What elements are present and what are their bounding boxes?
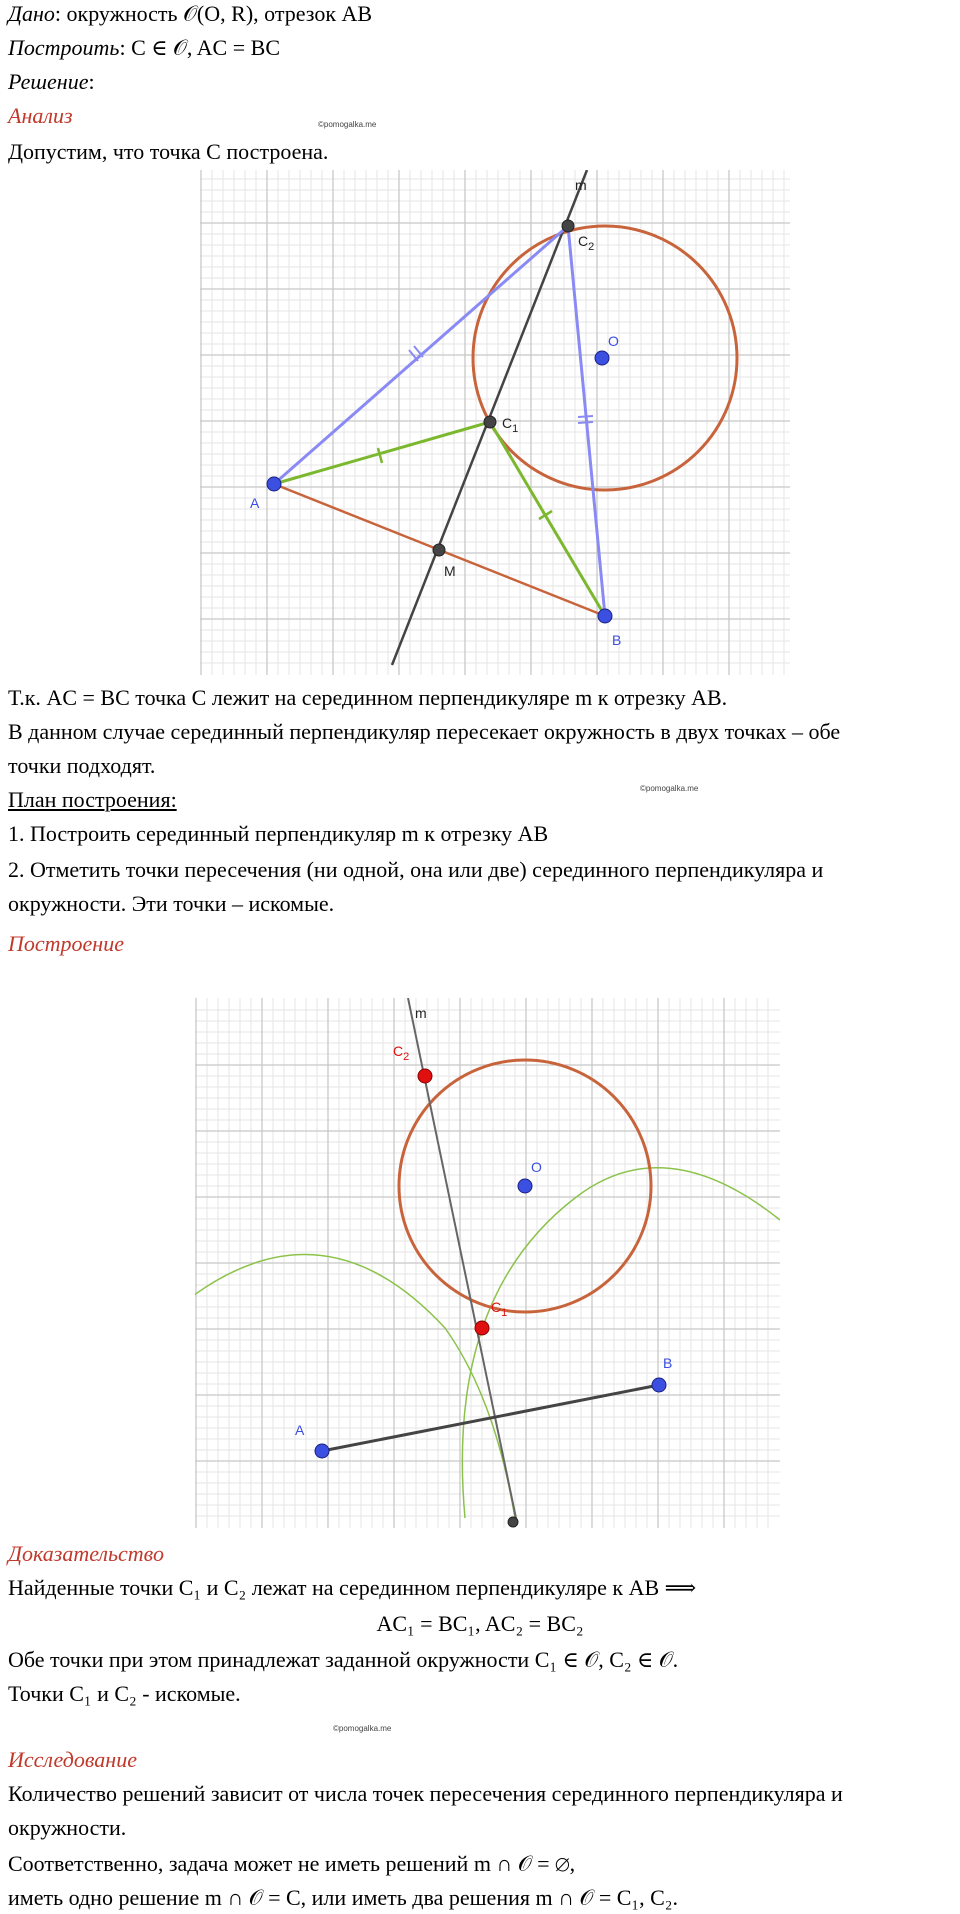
point-c1 [484, 416, 496, 428]
watermark-1: ©pomogalka.me [318, 120, 377, 129]
proof-line-1: Найденные точки C₁ и C₂ лежат на серединном перпендикуляре к AB ⟹ [8, 1575, 697, 1600]
label-c2: $C_2$ [393, 1043, 410, 1063]
para2a: В данном случае серединный перпендикуляр пересекает окружность в двух точках – обе [8, 719, 841, 744]
given-line [8, 0, 372, 28]
proof-equation: AC₁ = BC₁, AC₂ = BC₂ [376, 1611, 584, 1636]
assume-text: Допустим, что точка C построена. [8, 139, 329, 164]
watermark-2: ©pomogalka.me [640, 784, 699, 793]
research-line-2: Соответственно, задача может не иметь решений m ∩ 𝒪 = ∅, [8, 1851, 576, 1876]
label-a: A [250, 495, 260, 511]
construct-label: Построить [8, 35, 120, 60]
solution-label: Решение [8, 69, 89, 94]
plan-step-2a: 2. Отметить точки пересечения (ни одной, она или две) серединного перпендикуляра и [8, 857, 824, 882]
label-a: A [295, 1422, 305, 1438]
research-line-1b: окружности. [8, 1815, 127, 1840]
point-o [595, 351, 609, 365]
point-o [518, 1179, 532, 1193]
point-c1 [475, 1321, 489, 1335]
point-b [652, 1378, 666, 1392]
construction-figure [195, 998, 780, 1528]
plan-step-2b: окружности. Эти точки – искомые. [8, 891, 335, 916]
label-o: O [531, 1159, 542, 1175]
watermark-3: ©pomogalka.me [333, 1724, 392, 1733]
label-b: B [612, 632, 622, 648]
plan-step-1: 1. Построить серединный перпендикуляр m к отрезку AB [8, 821, 549, 846]
analysis-heading: Анализ [8, 103, 73, 128]
label-c1: $C_1$ [491, 1299, 508, 1319]
label-o: O [608, 333, 619, 349]
given-label: Дано [8, 1, 55, 26]
proof-heading: Доказательство [8, 1541, 164, 1566]
tick-marks [409, 346, 593, 423]
segment-ac1 [274, 422, 490, 484]
proof-line-3: Точки C₁ и C₂ - искомые. [8, 1681, 241, 1706]
research-line-1a: Количество решений зависит от числа точек пересечения серединного перпендикуляра и [8, 1781, 843, 1806]
point-c2 [562, 220, 574, 232]
solution-text: : [88, 69, 95, 94]
label-c2: $C_2$ [578, 233, 595, 253]
analysis-figure [200, 170, 790, 675]
point-c2 [418, 1069, 432, 1083]
segment-bc1 [490, 422, 605, 616]
solution-line [8, 68, 95, 96]
para2b: точки подходят. [8, 753, 156, 778]
label-m-point: M [444, 563, 456, 579]
research-heading: Исследование [8, 1747, 137, 1772]
label-m: m [415, 1005, 427, 1021]
grid-major [195, 998, 780, 1528]
construction-heading: Построение [8, 931, 124, 956]
label-c1: $C_1$ [502, 415, 519, 435]
plan-heading: План построения: [8, 787, 177, 812]
point-m [433, 544, 445, 556]
para1: Т.к. AC = BC точка C лежит на серединном перпендикуляре m к отрезку AB. [8, 685, 728, 710]
compass-arcs [195, 1168, 780, 1518]
research-line-3: иметь одно решение m ∩ 𝒪 = C, или иметь два решения m ∩ 𝒪 = C₁, C₂. [8, 1885, 678, 1910]
point-a [267, 477, 281, 491]
label-m: m [575, 177, 587, 193]
given-text: : окружность 𝒪(O, R), отрезок AB [54, 1, 373, 26]
construct-text: : C ∈ 𝒪, AC = BC [119, 35, 280, 60]
point-b [598, 609, 612, 623]
construct-line [8, 34, 280, 62]
point-bottom [508, 1517, 518, 1527]
proof-line-2: Обе точки при этом принадлежат заданной окружности C₁ ∈ 𝒪, C₂ ∈ 𝒪. [8, 1647, 679, 1672]
point-a [315, 1444, 329, 1458]
label-b: B [663, 1355, 673, 1371]
